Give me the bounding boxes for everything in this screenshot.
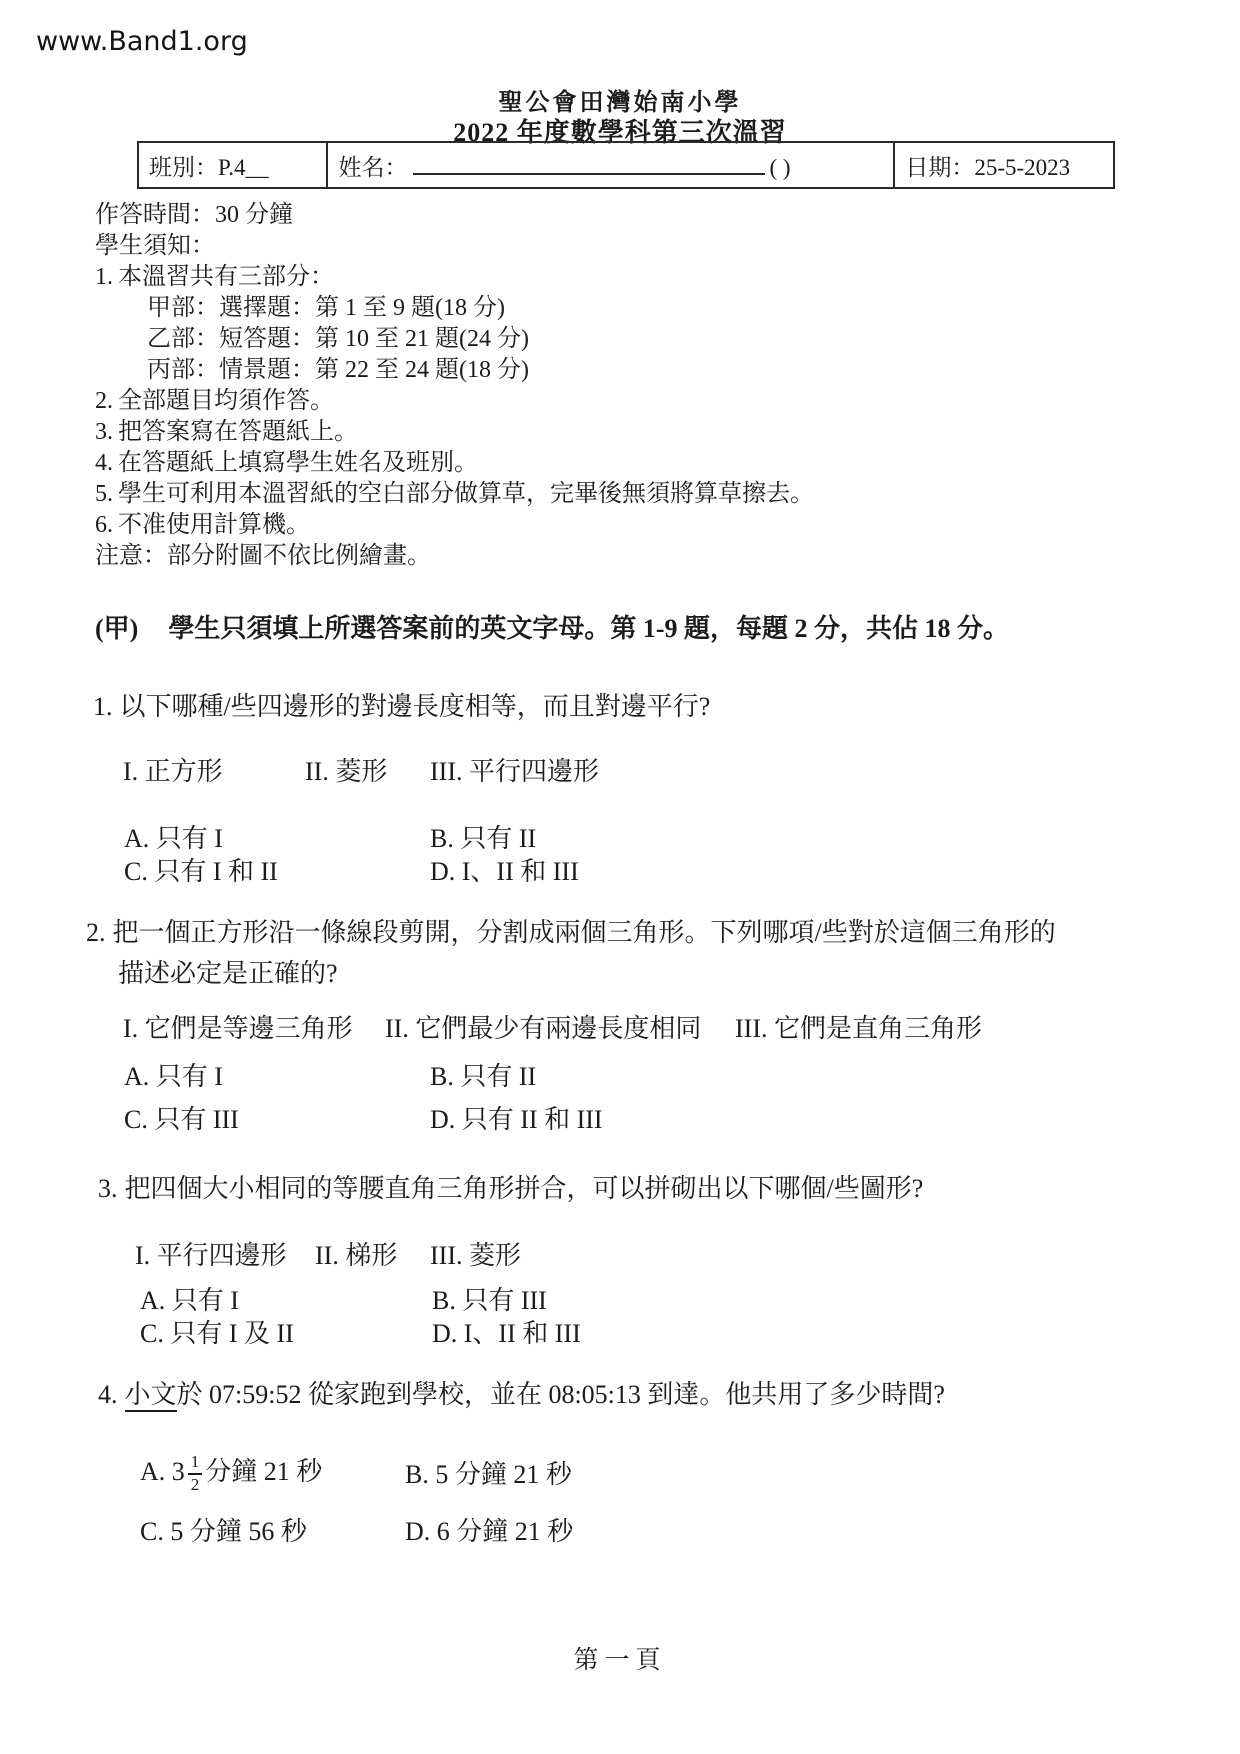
instruction-item	[95, 510, 1155, 541]
underlined-name: 小文	[125, 1380, 177, 1412]
question-1	[0, 686, 1240, 888]
statement-ii: II. 它們最少有兩邊長度相同	[385, 1014, 702, 1043]
class-field	[138, 142, 327, 188]
item-text: 在答題紙上填寫學生姓名及班別。	[118, 450, 478, 476]
options-grid	[0, 1284, 1240, 1350]
option-d: D. 只有 II 和 III	[430, 1105, 603, 1134]
option-a-label: A.	[140, 1457, 166, 1486]
question-text	[0, 1374, 1240, 1411]
option-d: D. I、II 和 III	[432, 1319, 581, 1348]
statements-row	[0, 1008, 1240, 1045]
class-number-parens: ( )	[769, 154, 791, 180]
fraction	[188, 1453, 203, 1494]
statement-iii: III. 它們是直角三角形	[735, 1014, 982, 1043]
statement-i: I. 它們是等邊三角形	[123, 1014, 353, 1043]
question-3	[0, 1168, 1240, 1350]
section-label: (甲)	[95, 614, 139, 643]
option-b: B. 只有 II	[430, 1062, 537, 1091]
class-label: 班別：P.4__	[149, 154, 269, 180]
section-text: 學生只須填上所選答案前的英文字母。第 1-9 題，每題 2 分，共佔 18 分。	[168, 614, 1009, 643]
question-body: 把四個大小相同的等腰直角三角形拼合，可以拼砌出以下哪個/些圖形?	[124, 1174, 924, 1203]
question-number: 3.	[98, 1174, 118, 1203]
instruction-item	[95, 417, 1155, 448]
question-2	[0, 912, 1240, 1136]
option-c: C. 5 分鐘 56 秒	[140, 1516, 307, 1546]
question-number: 2.	[86, 918, 106, 947]
option-c: C. 只有 I 及 II	[140, 1319, 294, 1348]
option-b: B. 只有 III	[432, 1286, 547, 1315]
table-row	[138, 142, 1114, 188]
statements-row	[0, 751, 1240, 788]
instruction-item	[95, 479, 1155, 510]
question-body: 把一個正方形沿一條線段剪開，分割成兩個三角形。下列哪項/些對於這個三角形的	[112, 918, 1056, 947]
instruction-note: 注意：部分附圖不依比例繪畫。	[95, 543, 431, 569]
question-text-line2: 描述必定是正確的?	[118, 959, 338, 988]
statement-iii: III. 平行四邊形	[430, 757, 599, 786]
answer-time: 作答時間：30 分鐘	[95, 202, 293, 228]
item-text: 學生可利用本溫習紙的空白部分做算草，完畢後無須將算草擦去。	[118, 481, 814, 507]
option-a: A. 只有 I	[124, 1062, 223, 1091]
question-body: 以下哪種/些四邊形的對邊長度相等，而且對邊平行?	[119, 692, 711, 721]
statement-ii: II. 菱形	[305, 757, 388, 786]
option-d: D. I、II 和 III	[430, 857, 579, 886]
question-4	[0, 1374, 1240, 1548]
option-a-whole-number: 3	[171, 1457, 185, 1486]
item-text: 全部題目均須作答。	[118, 388, 334, 414]
exam-title: 2022 年度數學科第三次溫習	[453, 118, 787, 147]
item-number: 1.	[95, 264, 113, 290]
item-number: 5.	[95, 481, 113, 507]
name-label: 姓名：	[338, 154, 408, 180]
options-grid	[0, 822, 1240, 888]
fraction-denominator: 2	[190, 1475, 200, 1494]
options-grid	[0, 1061, 1240, 1136]
item-text: 把答案寫在答題紙上。	[118, 419, 358, 445]
option-a: A. 只有 I	[124, 824, 223, 853]
instruction-item	[95, 386, 1155, 417]
options-grid	[0, 1451, 1240, 1548]
name-blank-line	[413, 152, 765, 175]
item-number: 3.	[95, 419, 113, 445]
watermark: www.Band1.org	[36, 26, 248, 57]
question-text	[0, 1168, 1240, 1205]
student-info-table	[137, 141, 1115, 189]
option-c: C. 只有 I 和 II	[124, 857, 278, 886]
statement-iii: III. 菱形	[430, 1241, 521, 1270]
question-text-line1	[0, 912, 1240, 949]
name-field	[327, 142, 894, 188]
option-a-unit: 分鐘 21 秒	[205, 1457, 323, 1486]
item-text: 不准使用計算機。	[118, 512, 310, 538]
item-text: 本溫習共有三部分：	[118, 264, 334, 290]
option-d: D. 6 分鐘 21 秒	[405, 1516, 574, 1546]
option-c: C. 只有 III	[124, 1105, 239, 1134]
question-number: 4.	[98, 1380, 118, 1409]
school-name: 聖公會田灣始南小學	[498, 90, 742, 116]
instruction-subitem: 乙部：短答題：第 10 至 21 題(24 分)	[147, 326, 529, 352]
page-number: 第一頁	[573, 1647, 667, 1674]
instruction-subitem: 甲部：選擇題：第 1 至 9 題(18 分)	[147, 295, 505, 321]
student-notice-title: 學生須知：	[95, 233, 215, 259]
instruction-subitem: 丙部：情景題：第 22 至 24 題(18 分)	[147, 357, 529, 383]
option-b: B. 5 分鐘 21 秒	[405, 1460, 572, 1490]
statement-i: I. 正方形	[123, 757, 223, 786]
instruction-item	[95, 262, 1155, 293]
option-a	[140, 1451, 405, 1495]
item-number: 2.	[95, 388, 113, 414]
question-text	[0, 686, 1240, 723]
date-field	[894, 142, 1114, 188]
question-number: 1.	[93, 692, 113, 721]
statements-row	[0, 1235, 1240, 1272]
item-number: 4.	[95, 450, 113, 476]
question-body: 於 07:59:52 從家跑到學校，並在 08:05:13 到達。他共用了多少時間?	[176, 1380, 945, 1409]
option-b: B. 只有 II	[430, 824, 537, 853]
section-a-heading	[95, 608, 1195, 645]
option-a: A. 只有 I	[140, 1286, 239, 1315]
fraction-numerator: 1	[188, 1453, 203, 1475]
item-number: 6.	[95, 512, 113, 538]
instructions-block	[95, 200, 1155, 572]
date-label: 日期：25-5-2023	[905, 154, 1071, 180]
statement-i: I. 平行四邊形	[135, 1241, 287, 1270]
statement-ii: II. 梯形	[315, 1241, 398, 1270]
instruction-item	[95, 448, 1155, 479]
